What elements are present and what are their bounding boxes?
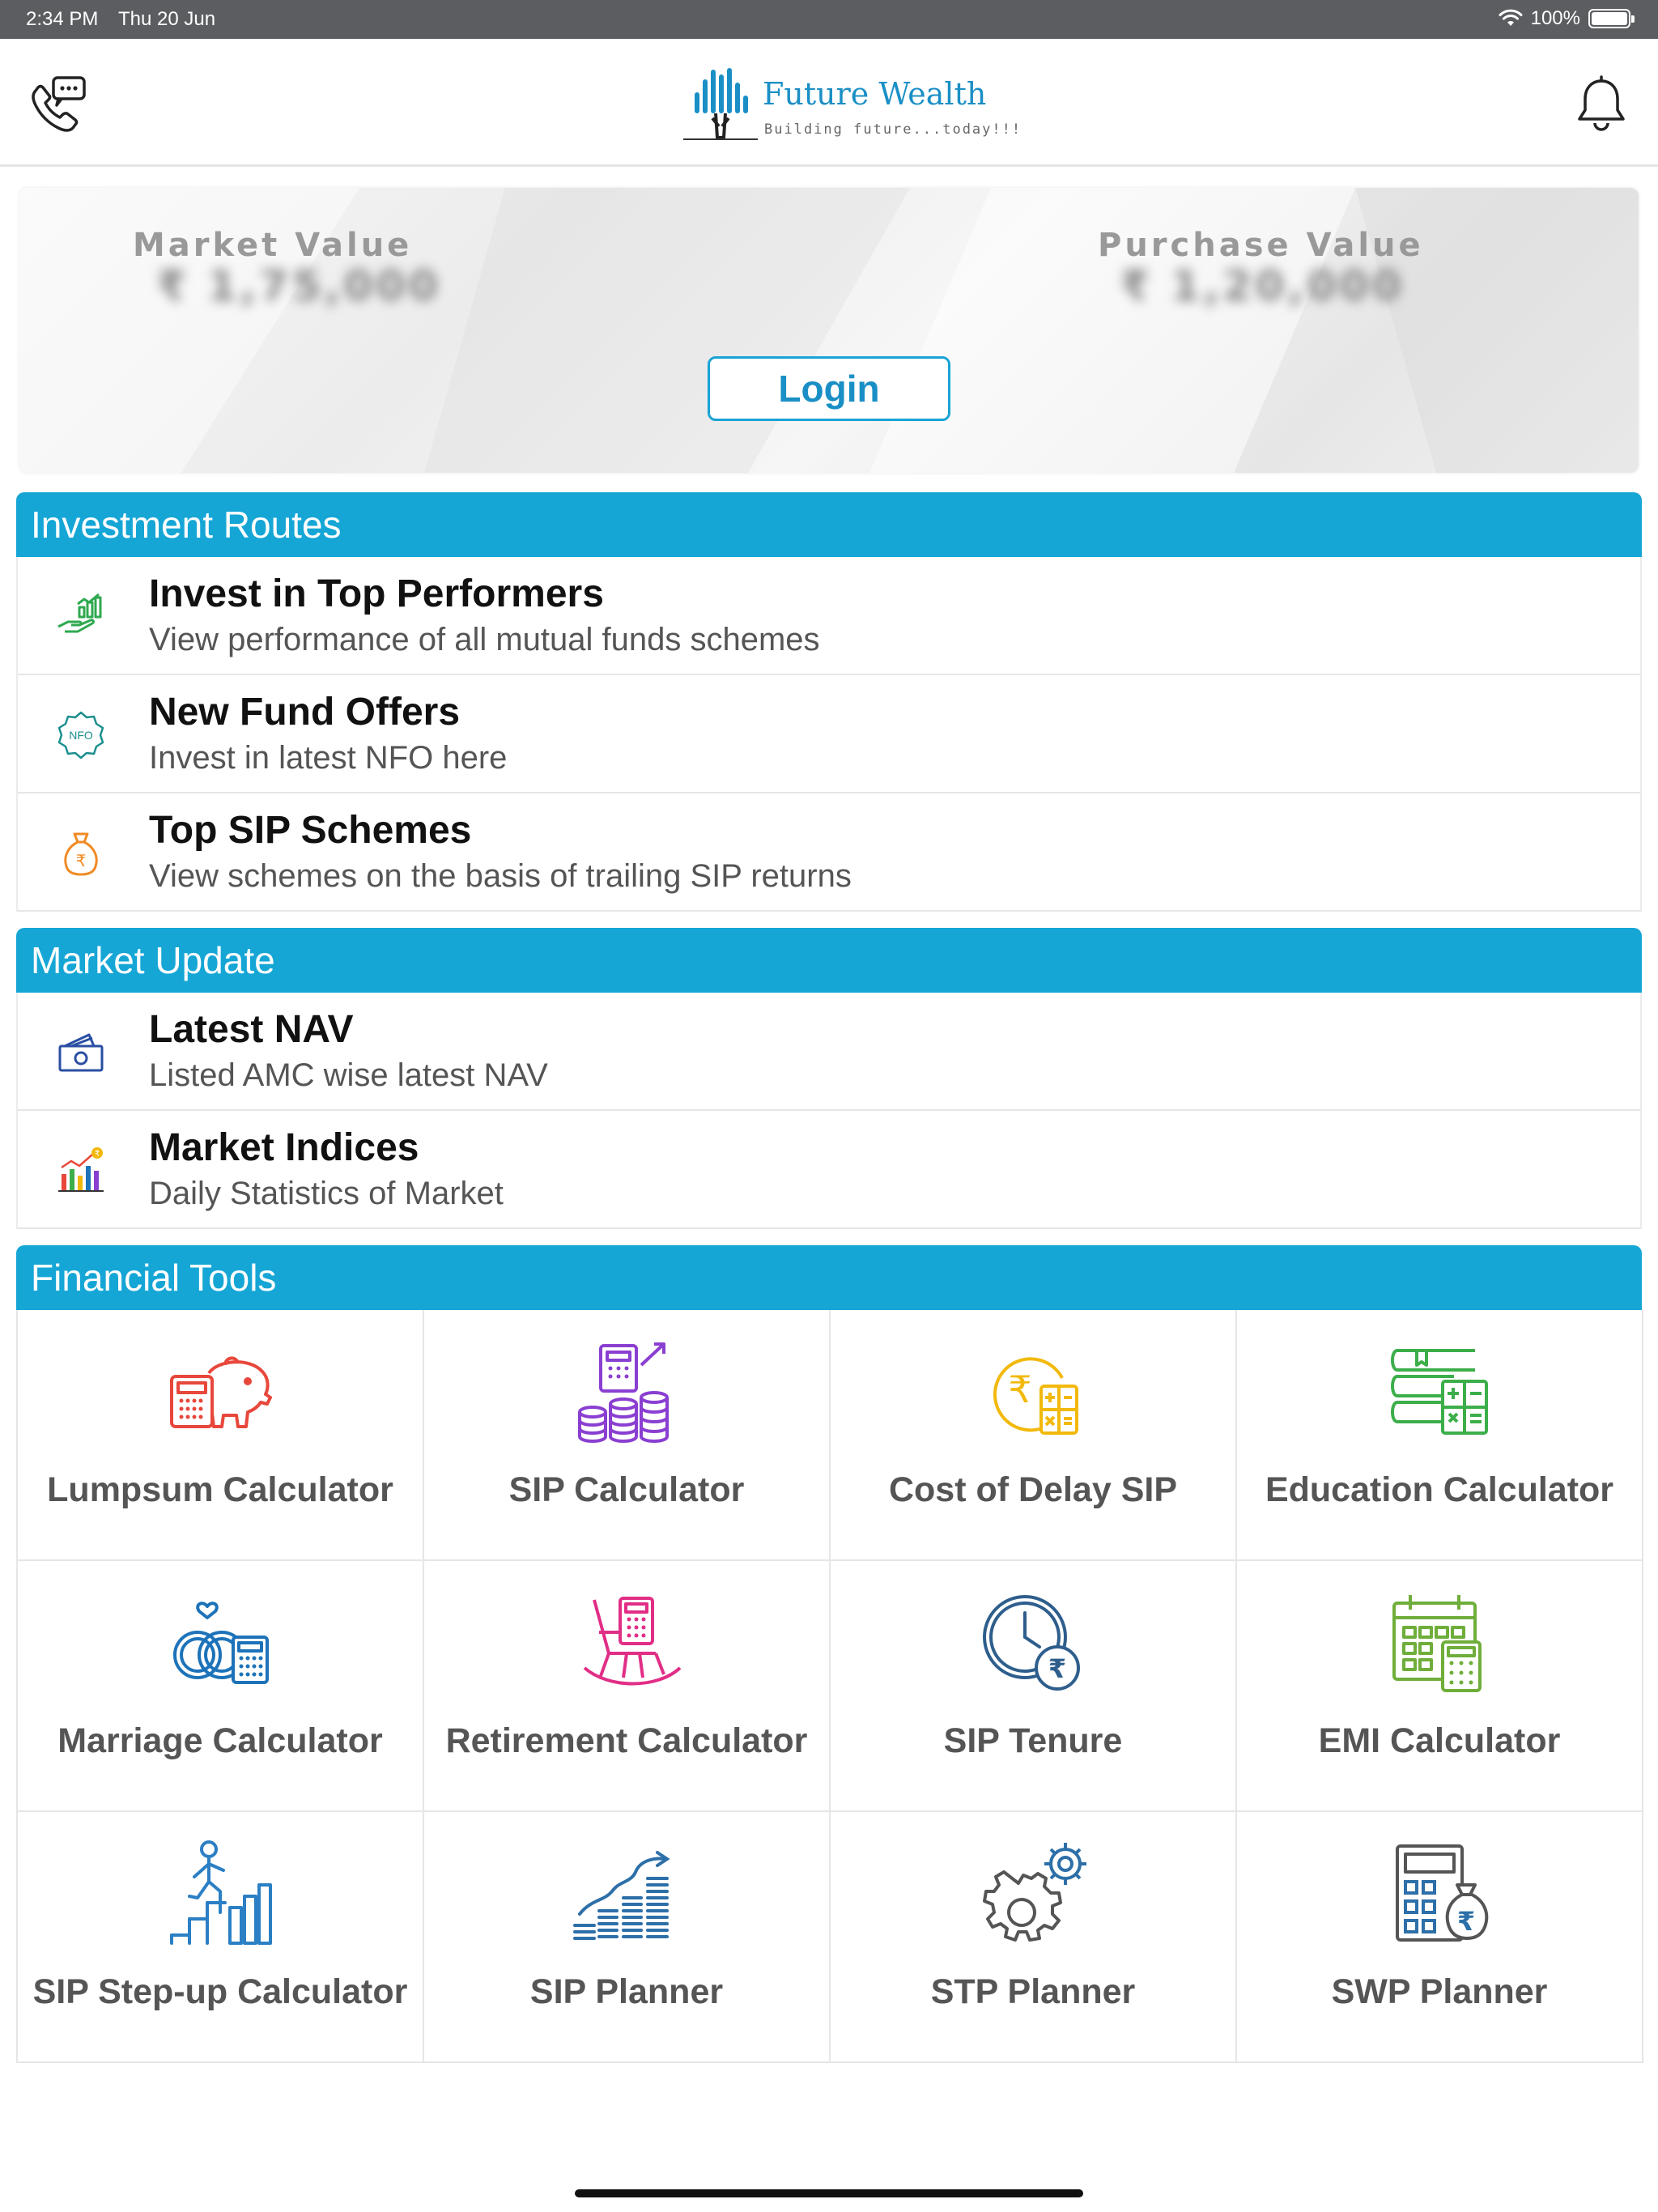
nfo-badge-icon [55,709,107,761]
tool-label: EMI Calculator [1318,1721,1561,1760]
tool-stp-planner[interactable] [831,1812,1237,2063]
tool-retirement-calculator[interactable] [424,1561,831,1812]
list-item-new-fund-offers[interactable] [18,675,1640,793]
tool-label: SIP Tenure [943,1721,1123,1760]
market-value-label: Market Value [133,227,413,264]
status-bar [0,0,1658,39]
market-update-title: Market Update [16,928,1642,993]
piggy-calculator-icon [160,1333,282,1454]
tool-sip-step-up-calculator[interactable] [18,1812,424,2063]
list-item-title: Market Indices [149,1126,419,1169]
market-chart-icon [55,1145,107,1197]
support-call-icon[interactable] [24,73,89,138]
tool-lumpsum-calculator[interactable] [18,1310,424,1561]
svg-text:₹: ₹ [1048,1653,1067,1684]
coins-calculator-icon [567,1333,688,1454]
tool-label: STP Planner [930,1972,1136,2011]
svg-text:₹: ₹ [1456,1906,1476,1937]
list-item-subtitle: View performance of all mutual funds schemes [149,622,820,657]
svg-text:₹: ₹ [94,1150,100,1159]
tool-sip-planner[interactable] [424,1812,831,2063]
app-header [0,39,1658,167]
list-item-market-indices[interactable] [18,1111,1640,1229]
list-item-title: Top SIP Schemes [149,809,472,852]
list-item-subtitle: Invest in latest NFO here [149,740,508,776]
rupee-clock-calculator-icon [973,1333,1095,1454]
svg-text:NFO: NFO [69,729,93,742]
gears-icon [973,1835,1095,1956]
tool-education-calculator[interactable] [1237,1310,1643,1561]
list-item-title: Latest NAV [149,1008,354,1051]
list-item-title: New Fund Offers [149,691,461,734]
tool-label: SIP Planner [529,1972,724,2011]
brand-logo [680,55,1022,152]
investment-routes-title: Investment Routes [16,492,1642,557]
tool-label: Cost of Delay SIP [888,1470,1178,1509]
purchase-value-label: Purchase Value [1098,227,1424,264]
list-item-subtitle: View schemes on the basis of trailing SIP returns [149,858,852,894]
tool-sip-calculator[interactable] [424,1310,831,1561]
calculator-money-bag-icon [1380,1835,1501,1956]
tree-logo-icon [680,55,761,152]
tool-label: SIP Calculator [508,1470,745,1509]
list-item-top-sip-schemes[interactable] [18,793,1640,912]
list-item-subtitle: Daily Statistics of Market [149,1176,504,1211]
financial-tools-title: Financial Tools [16,1245,1642,1310]
money-bag-icon [55,827,107,879]
home-indicator[interactable] [575,2189,1083,2197]
rocking-chair-calculator-icon [567,1584,688,1705]
step-up-person-icon [160,1835,282,1956]
svg-text:₹: ₹ [1008,1368,1032,1411]
growth-bars-icon [567,1835,688,1956]
investment-routes-section [16,492,1642,912]
wifi-icon [1499,9,1523,28]
rings-calculator-icon [160,1584,282,1705]
bell-icon[interactable] [1569,73,1634,138]
tool-label: Retirement Calculator [445,1721,808,1760]
purchase-value: ₹ 1,20,000 [1120,262,1405,311]
battery-icon [1588,9,1630,28]
calendar-calculator-icon [1380,1584,1501,1705]
tool-label: Education Calculator [1265,1470,1614,1509]
tool-cost-of-delay-sip[interactable] [831,1310,1237,1561]
cash-stack-icon [55,1027,107,1078]
tool-label: SIP Step-up Calculator [32,1972,408,2011]
tool-label: SWP Planner [1331,1972,1548,2011]
brand-tagline: Building future...today!!! [764,121,1022,138]
list-item-title: Invest in Top Performers [149,572,604,615]
status-time: 2:34 PM [26,8,99,30]
status-right [1499,7,1630,30]
tool-label: Lumpsum Calculator [47,1470,393,1509]
market-value: ₹ 1,75,000 [157,262,441,311]
battery-percent: 100% [1530,7,1580,29]
status-date: Thu 20 Jun [118,8,216,30]
market-update-section [16,928,1642,1229]
list-item-subtitle: Listed AMC wise latest NAV [149,1057,548,1093]
tool-sip-tenure[interactable] [831,1561,1237,1812]
list-item-top-performers[interactable] [18,557,1640,675]
books-calculator-icon [1380,1333,1501,1454]
tool-swp-planner[interactable] [1237,1812,1643,2063]
hand-growth-icon [55,591,107,643]
brand-name: Future Wealth [763,76,987,112]
financial-tools-section [16,1245,1642,2063]
login-button[interactable]: Login [708,356,950,421]
tool-marriage-calculator[interactable] [18,1561,424,1812]
portfolio-summary-card [19,188,1639,473]
tools-grid [16,1310,1642,2063]
tool-label: Marriage Calculator [57,1721,383,1760]
list-item-latest-nav[interactable] [18,993,1640,1111]
tool-emi-calculator[interactable] [1237,1561,1643,1812]
clock-rupee-icon [973,1584,1095,1705]
svg-text:₹: ₹ [75,851,87,870]
